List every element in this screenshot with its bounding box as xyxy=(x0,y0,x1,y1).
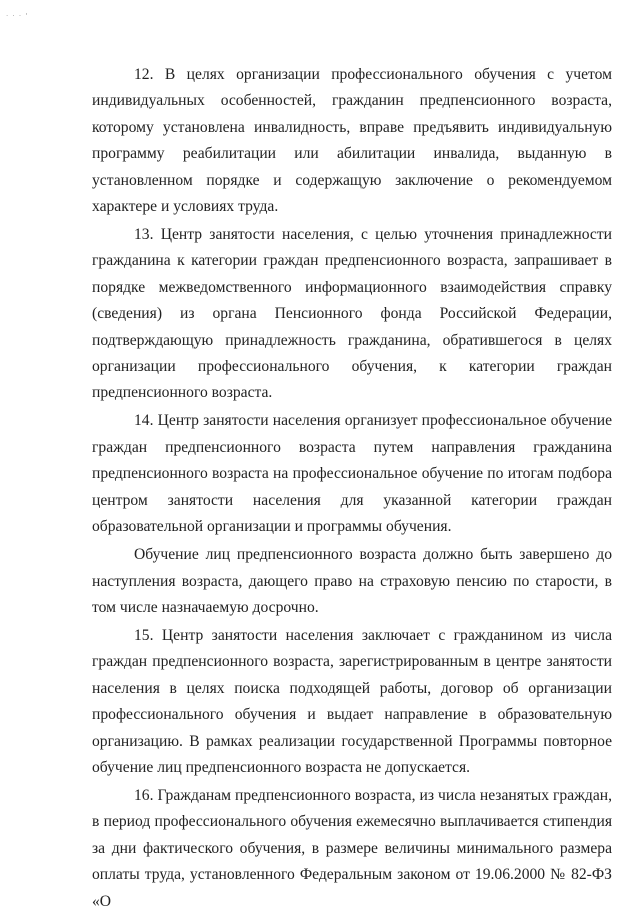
scan-artifact: · · · ' xyxy=(6,12,29,20)
paragraph-14-continuation: Обучение лиц предпенсионного возраста должно быть завершено до наступления возраста, дающего право на страховую пенсию по старости, в том числе назначаемую досрочно. xyxy=(92,546,612,616)
paragraph-14: 14. Центр занятости населения организует профессиональное обучение граждан предпенсионного возраста путем направления гражданина предпенсионного возраста на профессиональное обучение по итогам подбора центром занятости населения для указанной категории граждан образовательной организации и программы обучения. xyxy=(92,412,612,536)
paragraph-13: 13. Центр занятости населения, с целью уточнения принадлежности гражданина к категории граждан предпенсионного возраста, запрашивает в порядке межведомственного информационного взаимодействия справку (сведения) из органа Пенсионного фонда Российской Федерации, подтверждающую принадлежность гражданина, обратившегося в целях организации профессионального обучения, к категории граждан предпенсионного возраста. xyxy=(92,226,612,402)
paragraph-12: 12. В целях организации профессионального обучения с учетом индивидуальных особенностей, гражданин предпенсионного возраста, которому установлена инвалидность, вправе предъявить индивидуальную программу реабилитации или абилитации инвалида, выданную в установленном порядке и содержащую заключение о рекомендуемом характере и условиях труда. xyxy=(92,66,612,216)
paragraph-15: 15. Центр занятости населения заключает с гражданином из числа граждан предпенсионного возраста, зарегистрированным в центре занятости населения в целях поиска подходящей работы, договор об организации профессионального обучения и выдает направление в образовательную организацию. В рамках реализации государственной Программы повторное обучение лиц предпенсионного возраста не допускается. xyxy=(92,626,612,776)
document-body xyxy=(92,62,612,915)
paragraph-16: 16. Гражданам предпенсионного возраста, из числа незанятых граждан, в период профессионального обучения ежемесячно выплачивается стипендия за дни фактического обучения, в размере величины минимального размера оплаты труда, установленного Федеральным законом от 19.06.2000 № 82-ФЗ «О xyxy=(92,786,612,910)
